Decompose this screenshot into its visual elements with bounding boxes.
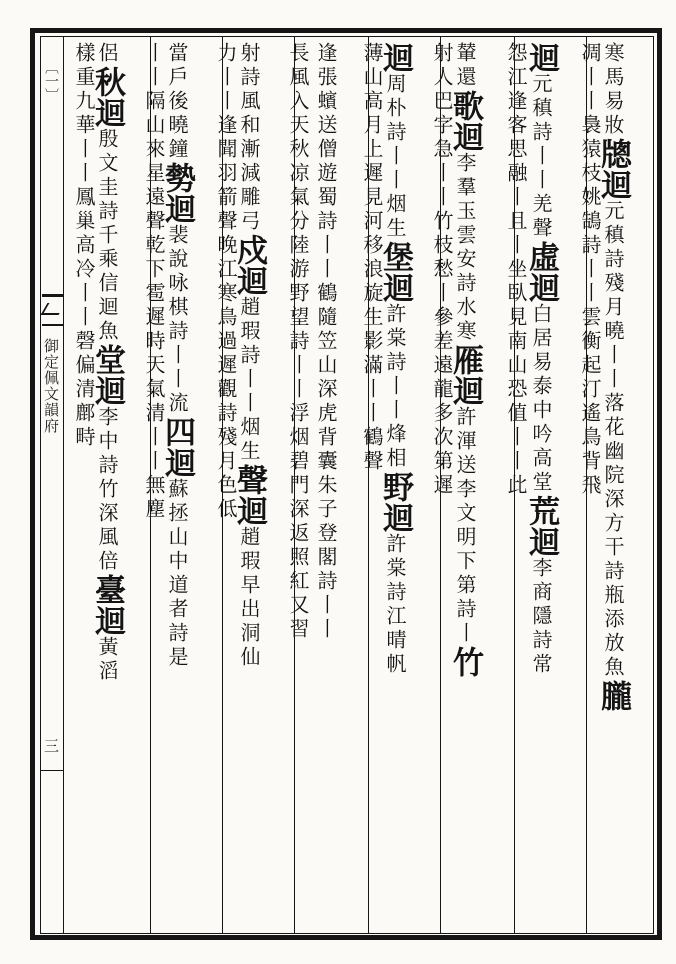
citation-text: 元稹詩丨丨羌聲 (529, 73, 553, 241)
headword: 秋迴 (89, 66, 125, 128)
column-rule (294, 36, 295, 934)
headword: 歌迴 (447, 90, 483, 152)
headword: 堂迴 (89, 344, 125, 406)
citation-text: 力丨丨逢聞羽箭聲 (214, 42, 238, 234)
text-column (206, 42, 236, 932)
text-column (447, 42, 483, 932)
headword: 雁迴 (447, 344, 483, 406)
citation-text: 周朴詩丨丨烟生 (383, 73, 407, 241)
citation-text: 見河移浪旋生 (360, 186, 384, 330)
citation-text: 許棠詩丨丨烽相 (383, 303, 407, 471)
text-column (231, 42, 267, 932)
citation-text: 射人 (430, 42, 454, 90)
citation-text: 鄜畤 (72, 402, 96, 450)
text-column (377, 42, 413, 932)
citation-text: 白居易泰中吟高堂 (529, 303, 553, 495)
page-number: 三 (42, 738, 60, 753)
citation-text: 巴字急丨丨竹枝愁 (430, 90, 454, 282)
citation-text: 李中詩竹深風倍 (95, 406, 119, 574)
citation-text: 寒馬 (601, 42, 625, 90)
citation-text: 趙瑕詩丨丨烟生 (237, 296, 261, 464)
headword: 四迴 (159, 416, 195, 478)
text-column (496, 42, 526, 932)
headword: 牕迴 (595, 138, 631, 200)
column-rule (586, 36, 587, 934)
citation-text: 許渾送李文明下第詩丨 (453, 406, 477, 646)
citation-text: 影滿丨丨鶴聲 (360, 330, 384, 474)
citation-text: 冷丨丨磬偏清 (72, 258, 96, 402)
column-rule (222, 36, 223, 934)
citation-text: 丨參差遠龍多次第遲 (430, 282, 454, 498)
citation-text: 元稹詩殘月曉丨丨落花幽院深方干詩瓶添放魚 (601, 200, 625, 680)
text-column (134, 42, 164, 932)
headword: 勢迴 (159, 162, 195, 224)
text-column (352, 42, 382, 932)
column-rule (150, 36, 151, 934)
citation-text: 趙瑕早出洞仙 (237, 526, 261, 670)
text-column (595, 42, 631, 932)
headword: 戍迴 (231, 234, 267, 296)
headword: 虛迴 (523, 241, 559, 303)
headword: 竹 (447, 646, 483, 677)
column-rule (440, 36, 441, 934)
headword: 迴 (523, 42, 559, 73)
fish-tail-ornament (42, 294, 64, 326)
page-number-rule (40, 770, 64, 771)
citation-text: 射詩風和漸減雕弓 (237, 42, 261, 234)
citation-text: 李商隱詩常 (529, 557, 553, 677)
headword: 臺迴 (89, 574, 125, 636)
fish-mark-glyphs: 〔一〕 (43, 60, 59, 102)
citation-text: 恐值丨丨此 (504, 378, 528, 498)
citation-text: 蘇拯山中道者詩是 (165, 478, 189, 670)
citation-text: 薄山高月上遲 (360, 42, 384, 186)
text-column (89, 42, 125, 932)
citation-text: 易妝 (601, 90, 625, 138)
headword: 荒迴 (523, 495, 559, 557)
text-column (159, 42, 195, 932)
citation-text: 怨江逢客思融 (504, 42, 528, 186)
citation-text: 丨且丨坐臥見南山 (504, 186, 528, 378)
text-column (523, 42, 559, 932)
citation-text: 殷文圭詩千乘信迴魚 (95, 128, 119, 344)
citation-text: 黃滔 (95, 636, 119, 684)
headword: 野迴 (377, 471, 413, 533)
text-column (278, 42, 308, 932)
citation-text: 觀詩殘月色低 (214, 378, 238, 522)
text-column (64, 42, 94, 932)
citation-text: 許棠詩江晴帆 (383, 533, 407, 677)
text-column (422, 42, 452, 932)
citation-text: 侶 (95, 42, 119, 66)
citation-text: 樣重九華丨丨鳳巢高 (72, 42, 96, 258)
headword: 朧 (595, 680, 631, 711)
citation-text: 丨丨隔山來 (142, 42, 166, 162)
text-column (570, 42, 600, 932)
citation-text: 當戶後曉鐘 (165, 42, 189, 162)
citation-text: 晚江寒鳥過遲 (214, 234, 238, 378)
inner-frame (40, 36, 654, 934)
text-column (306, 42, 336, 932)
citation-text: 時天氣清丨丨無塵 (142, 330, 166, 522)
citation-text: 逢張蠙送僧遊蜀詩丨丨鶴隨笠山深虎背囊朱子登閣詩丨丨 (314, 42, 338, 642)
headword: 迴 (377, 42, 413, 73)
citation-text: 輦還 (453, 42, 477, 90)
column-rule (514, 36, 515, 934)
book-title: 御定佩文韻府 (42, 338, 60, 434)
column-rule (368, 36, 369, 934)
margin-strip (40, 36, 64, 934)
headword: 聲迴 (231, 464, 267, 526)
citation-text: 凋丨丨裊猿枝姚鵠詩丨丨雲衡起汀遙鳥背飛 (578, 42, 602, 498)
citation-text: 長風入天秋凉氣分陸游野望詩丨丨浮烟碧門深返照紅又習 (286, 42, 310, 642)
headword: 堡迴 (377, 241, 413, 303)
citation-text: 裴說咏棋詩丨丨流 (165, 224, 189, 416)
citation-text: 星遠聲乾下雹遲 (142, 162, 166, 330)
citation-text: 李羣玉雲安詩水寒 (453, 152, 477, 344)
